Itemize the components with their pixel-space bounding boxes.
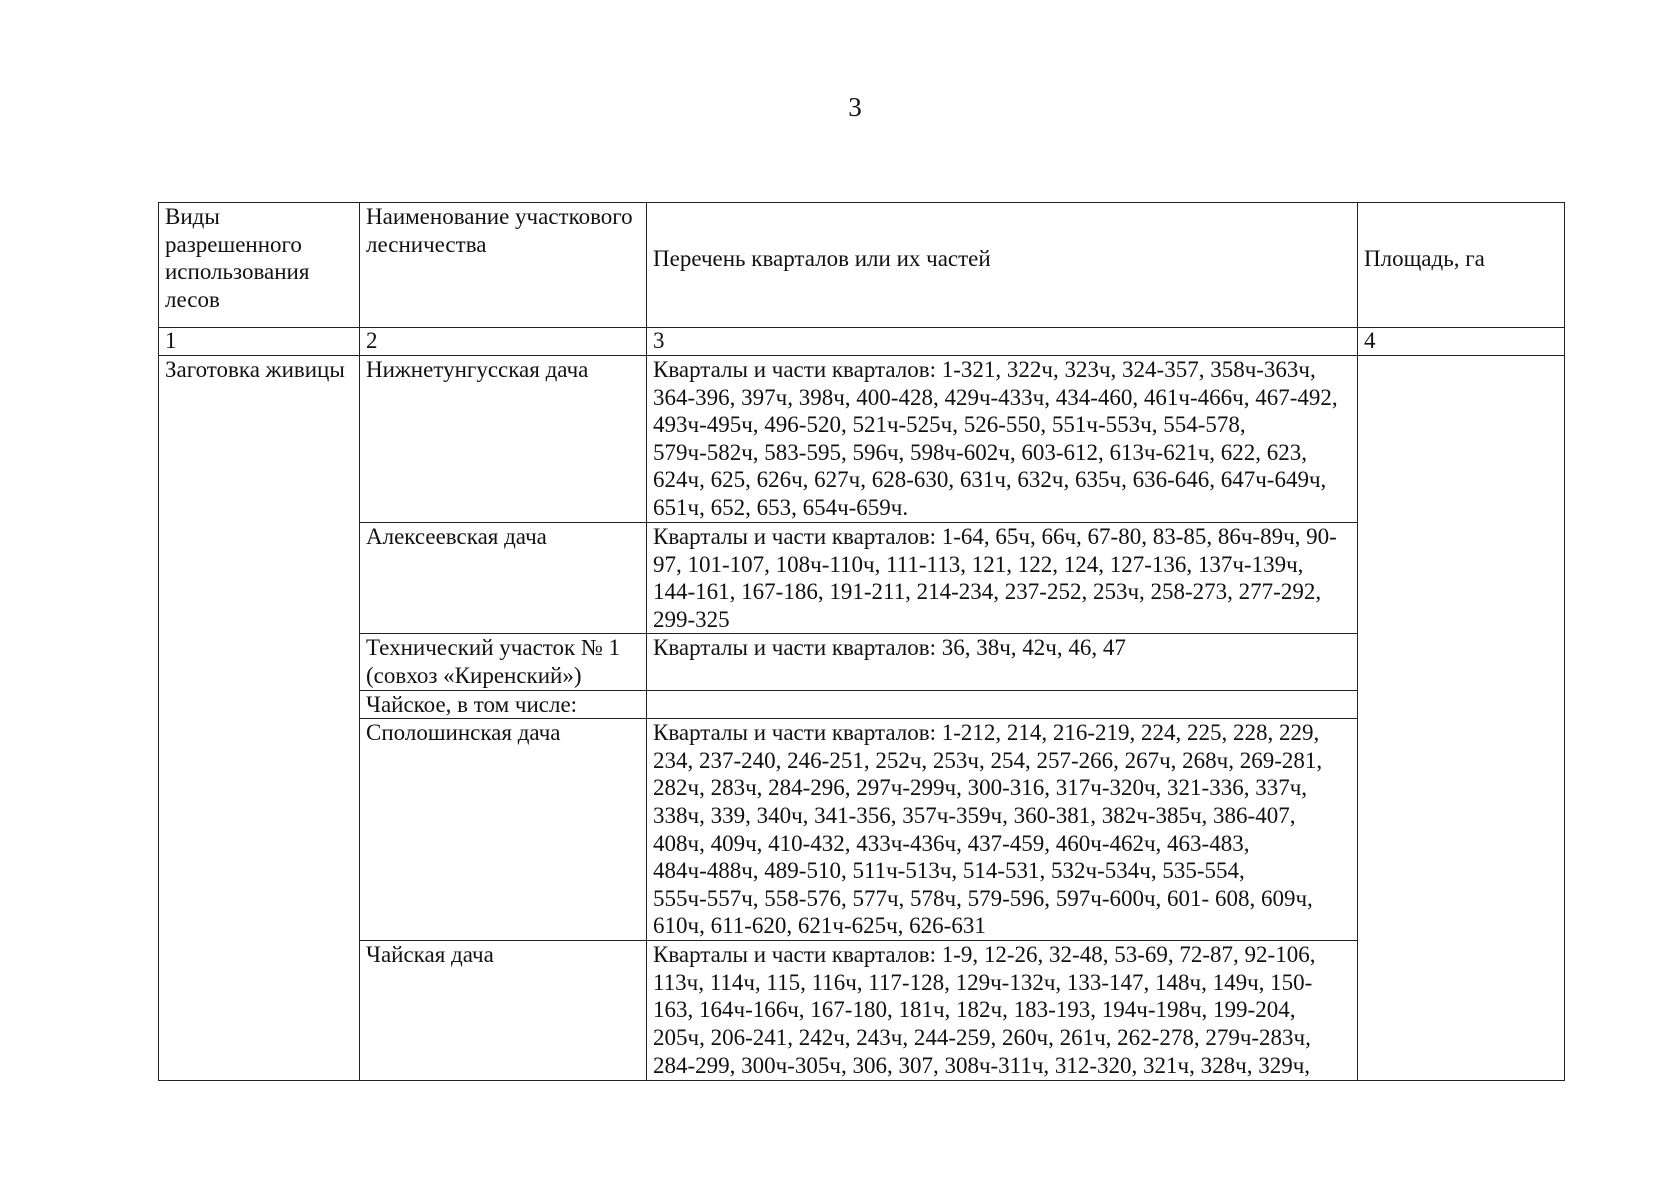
forestry-name: Технический участок № 1 (совхоз «Киренский»): [360, 634, 647, 690]
table-row: [159, 634, 1565, 690]
quarters-list: Кварталы и части кварталов: 1-212, 214, 216-219, 224, 225, 228, 229, 234, 237-240, 246-251, 252ч, 253ч, 254, 257-266, 267ч, 268ч, 269-281, 282ч, 283ч, 284-296, 297ч-299ч, 300-316, 317ч-320ч, 321-336, 337ч, 338ч, 339, 340ч, 341-356, 357ч-359ч, 360-381, 382ч-385ч, 386-407, 408ч, 409ч, 410-432, 433ч-436ч, 437-459, 460ч-462ч, 463-483, 484ч-488ч, 489-510, 511ч-513ч, 514-531, 532ч-534ч, 535-554, 555ч-557ч, 558-576, 577ч, 578ч, 579-596, 597ч-600ч, 601- 608, 609ч, 610ч, 611-620, 621ч-625ч, 626-631: [647, 719, 1358, 941]
quarters-list: Кварталы и части кварталов: 1-321, 322ч, 323ч, 324-357, 358ч-363ч, 364-396, 397ч, 398ч, 400-428, 429ч-433ч, 434-460, 461ч-466ч, 467-492, 493ч-495ч, 496-520, 521ч-525ч, 526-550, 551ч-553ч, 554-578, 579ч-582ч, 583-595, 596ч, 598ч-602ч, 603-612, 613ч-621ч, 622, 623, 624ч, 625, 626ч, 627ч, 628-630, 631ч, 632ч, 635ч, 636-646, 647ч-649ч, 651ч, 652, 653, 654ч-659ч.: [647, 356, 1358, 523]
header-area: Площадь, га: [1358, 203, 1565, 328]
table-header-row: [159, 203, 1565, 328]
column-number-3: 3: [647, 328, 1358, 356]
quarters-list: [647, 690, 1358, 719]
table-row: [159, 523, 1565, 634]
quarters-list: Кварталы и части кварталов: 1-9, 12-26, 32-48, 53-69, 72-87, 92-106, 113ч, 114ч, 115, 116ч, 117-128, 129ч-132ч, 133-147, 148ч, 149ч, 150-163, 164ч-166ч, 167-180, 181ч, 182ч, 183-193, 194ч-198ч, 199-204, 205ч, 206-241, 242ч, 243ч, 244-259, 260ч, 261ч, 262-278, 279ч-283ч, 284-299, 300ч-305ч, 306, 307, 308ч-311ч, 312-320, 321ч, 328ч, 329ч,: [647, 941, 1358, 1081]
activity-cell: Заготовка живицы: [159, 356, 360, 1081]
forestry-name: Чайская дача: [360, 941, 647, 1081]
column-numbers-row: [159, 328, 1565, 356]
table-row: [159, 356, 1565, 523]
column-number-2: 2: [360, 328, 647, 356]
header-quarters-list: Перечень кварталов или их частей: [647, 203, 1358, 328]
quarters-list: Кварталы и части кварталов: 36, 38ч, 42ч, 46, 47: [647, 634, 1358, 690]
forestry-name: Сполошинская дача: [360, 719, 647, 941]
column-number-4: 4: [1358, 328, 1565, 356]
table-row: [159, 690, 1565, 719]
page-number: 3: [848, 92, 862, 122]
header-forestry-name: Наименование участкового лесничества: [360, 203, 647, 328]
table-row: [159, 941, 1565, 1081]
quarters-list: Кварталы и части кварталов: 1-64, 65ч, 66ч, 67-80, 83-85, 86ч-89ч, 90-97, 101-107, 108ч-110ч, 111-113, 121, 122, 124, 127-136, 137ч-139ч, 144-161, 167-186, 191-211, 214-234, 237-252, 253ч, 258-273, 277-292, 299-325: [647, 523, 1358, 634]
forestry-name: Алексеевская дача: [360, 523, 647, 634]
table-row: [159, 719, 1565, 941]
forestry-name: Чайское, в том числе:: [360, 690, 647, 719]
forestry-name: Нижнетунгусская дача: [360, 356, 647, 523]
area-cell: [1358, 356, 1565, 1081]
quarters-table: [158, 202, 1565, 1081]
header-forest-use-types: Виды разрешенного использования лесов: [159, 203, 360, 328]
column-number-1: 1: [159, 328, 360, 356]
